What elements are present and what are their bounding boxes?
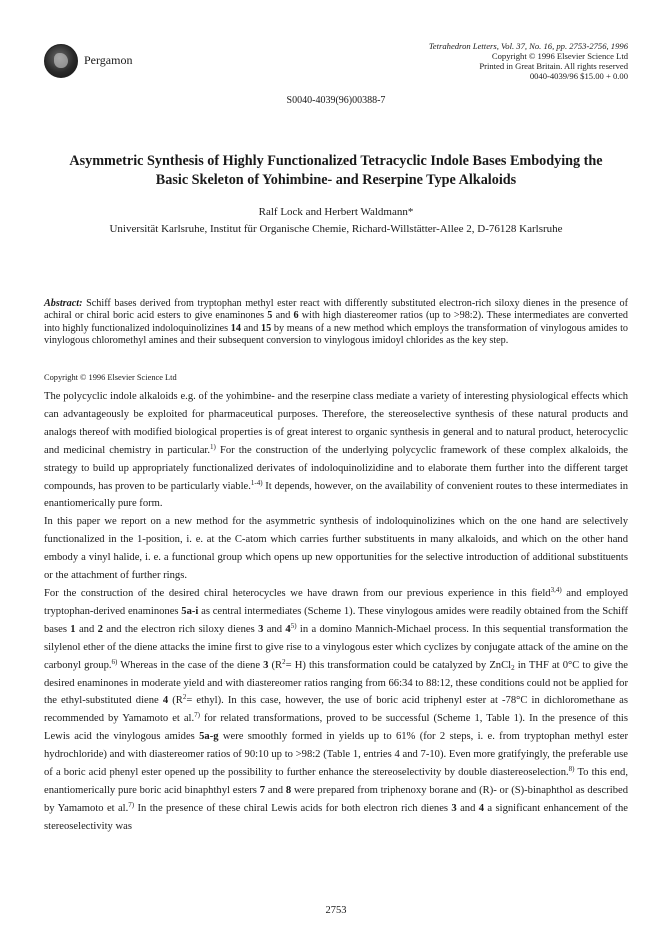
- compound-ref: 5: [267, 310, 273, 322]
- body-text: a significant enhancement of the stereoselectivity was: [44, 802, 628, 832]
- body-text: and the electron rich siloxy dienes: [102, 623, 259, 635]
- reference-marker: 7): [194, 711, 200, 720]
- body-text: (R: [168, 695, 183, 707]
- compound-ref: 4: [478, 802, 485, 814]
- body-text: Whereas in the case of the diene: [117, 659, 264, 671]
- body-text: = H) this transformation could be catalyzed by ZnCl: [285, 659, 512, 671]
- abstract-text: by means of a new method which employs the transformation of vinylogous amides to vinylogous chloromethyl amines and their subsequent conversion to vinylogous imidoyl chlorides as the key step.: [44, 322, 628, 346]
- page-number: 2753: [325, 905, 347, 916]
- abstract-copyright: Copyright © 1996 Elsevier Science Ltd: [44, 373, 177, 382]
- compound-ref: 5a-i: [181, 605, 199, 617]
- compound-ref: 14: [230, 322, 241, 334]
- compound-ref: 6: [293, 310, 299, 322]
- abstract-label: Abstract:: [44, 298, 83, 309]
- body-text: For the construction of the underlying polycyclic framework of these complex alkaloids, the strategy to build up appropriately functionalized derivates of indoloquinolizidine and to elaborate them further into the different target compounds, has proven to be particularly viable.: [44, 444, 629, 492]
- body-text: for related transformations, proved to be successful (Scheme 1, Table 1). In the presence of this Lewis acid the vinylogous amides: [44, 713, 629, 743]
- body-text: and: [75, 623, 98, 635]
- reference-marker: 8): [568, 765, 575, 774]
- printed-line: Printed in Great Britain. All rights reserved: [479, 61, 628, 71]
- compound-ref: 3: [263, 659, 269, 671]
- compound-ref: 5a-g: [199, 731, 219, 743]
- reference-marker: 1): [210, 442, 216, 451]
- superscript: 2: [182, 693, 187, 702]
- article-authors: Ralf Lock and Herbert Waldmann*: [258, 206, 414, 218]
- compound-ref: 4: [162, 695, 169, 707]
- body-text: were prepared from triphenoxy borane and (R)- or (S)-binaphthol as described by Yamamoto et al.: [44, 784, 629, 814]
- abstract-text: and: [240, 322, 262, 334]
- citation-block: [429, 41, 628, 81]
- body-text: and: [263, 623, 286, 635]
- body-text: The polycyclic indole alkaloids e.g. of the yohimbine- and the reserpine class mediate a variety of interesting physiological effects which can advantageously be exploited for pharmaceutical purposes. Therefore, the stereoselective synthesis of these natural products and analogs thereof with modified biological properties is of great interest to organic synthesis in general and to natural product, heterocyclic and medicinal chemistry in particular.: [44, 391, 628, 456]
- article-title: Asymmetric Synthesis of Highly Functionalized Tetracyclic Indole Bases Embodying the Basic Skeleton of Yohimbine- and Reserpine Type Alkaloids: [69, 153, 603, 188]
- body-text: in THF at 0°C to give the desired enaminones in moderate yield and with diastereomer ratios ranging from 66:34 to 88:12, these conditions could not be applied for the ethyl-substituted diene: [44, 659, 629, 707]
- body-text: For the construction of the desired chiral heterocycles we have drawn from our previous experience in this field: [44, 587, 551, 599]
- compound-ref: 7: [259, 784, 265, 796]
- reference-marker: 1-4): [250, 478, 263, 487]
- body-text: In the presence of these chiral Lewis acids for both electron rich dienes: [134, 802, 452, 814]
- article-doi: S0040-4039(96)00388-7: [286, 95, 386, 106]
- article-affiliation: Universität Karlsruhe, Institut für Organische Chemie, Richard-Willstätter-Allee 2, D-76128 Karlsruhe: [109, 223, 563, 235]
- body-text: were smoothly formed in yields up to 61% (for 2 steps, i. e. from tryptophan methyl ester hydrochloride) and with diastereomer ratios of 90:10 up to >98:2 (Table 1, entries 4 and 7-10). Even more gratifyingly, the preferable use of a boric acid phenyl ester opened up the possibility to further enhance the stereoselectivity by double diastereoselection.: [44, 731, 628, 779]
- body-text: and employed tryptophan-derived enaminones: [44, 587, 628, 617]
- compound-ref: 4: [285, 623, 291, 635]
- body-text: and: [265, 784, 286, 796]
- journal-citation: Tetrahedron Letters, Vol. 37, No. 16, pp. 2753-2756, 1996: [428, 41, 628, 51]
- reference-marker: 5): [290, 621, 297, 630]
- body-text: (R: [268, 659, 283, 671]
- body-text: To this end, enantiomerically pure boric acid binaphthyl esters: [44, 767, 628, 796]
- body-text: = ethyl). In this case, however, the use of boric acid triphenyl ester at -78°C in dichloromethane as recommended by Yamamoto et al.: [44, 695, 628, 725]
- abstract-text: and: [272, 310, 294, 322]
- reference-marker: 7): [128, 800, 135, 809]
- body-text: It depends, however, on the availability of convenient routes to these intermediates in enantiomerically pure form.: [44, 480, 628, 510]
- publisher-name: Pergamon: [84, 53, 133, 67]
- paragraph-2: In this paper we report on a new method for the asymmetric synthesis of indoloquinolizines which on the one hand are selectively functionalized in the 1-position, i. e. at the C-atom which carries further substituents in many alkaloids, and which on the other hand embody a vinyl halide, i. e. a functional group which opens up new opportunities for the selective introduction of additional substituents or the attachment of further rings.: [44, 516, 628, 582]
- copyright-line: Copyright © 1996 Elsevier Science Ltd: [491, 51, 628, 61]
- compound-ref: 8: [285, 784, 292, 796]
- body-text: as central intermediates (Scheme 1). These vinylogous amides were readily obtained from the Schiff bases: [44, 605, 628, 635]
- compound-ref: 3: [258, 623, 264, 635]
- compound-ref: 1: [70, 623, 76, 635]
- abstract: [44, 298, 628, 347]
- reference-marker: 6): [111, 657, 118, 666]
- compound-ref: 3: [451, 802, 457, 814]
- body-text: in a domino Mannich-Michael process. In this sequential transformation the silylenol ether of the diene attacks the imine first to give rise to a vinylogous ester which cyclizes by conjugate attack of the amine on the carbonyl group.: [44, 623, 628, 671]
- compound-ref: 2: [97, 623, 103, 635]
- abstract-text: with high diastereomer ratios (up to >98:2). These intermediates are converted into highly functionalized indoloquinolizines: [44, 310, 629, 334]
- article-body: [44, 388, 628, 836]
- pergamon-logo: [44, 44, 78, 78]
- subscript: 2: [511, 663, 515, 672]
- reference-marker: 3,4): [550, 585, 562, 594]
- price-line: 0040-4039/96 $15.00 + 0.00: [529, 71, 628, 81]
- paragraph-1: [44, 388, 628, 513]
- paragraph-3: [44, 585, 628, 836]
- compound-ref: 15: [261, 322, 272, 334]
- abstract-text: Schiff bases derived from tryptophan methyl ester react with differently substituted electron-rich siloxy dienes in the presence of achiral or chiral boric acid esters to give enaminones: [44, 298, 628, 322]
- superscript: 2: [282, 657, 286, 666]
- body-text: and: [456, 802, 479, 814]
